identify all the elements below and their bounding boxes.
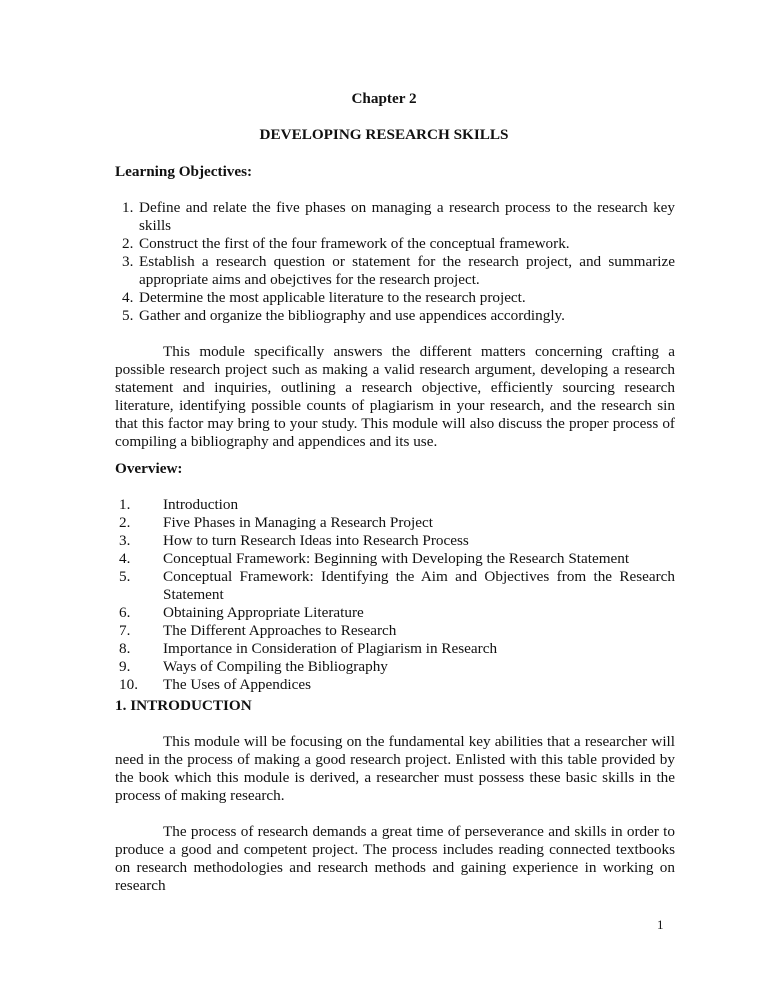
overview-item: 1. Introduction xyxy=(119,496,239,513)
intro-paragraph: This module specifically answers the different matters concerning crafting a possible research project such as making a valid research argument, developing a research statement and inquiries, outlining a research objective, efficiently sourcing research literature, identifying possible counts of plagiarism in your research, and the research sin that this factor may bring to your study. This module will also discuss the proper process of compiling a bibliography and appendices and its use. xyxy=(115,343,675,450)
objective-item: 3. Establish a research question or statement for the research project, and summarize appropriate aims and obejctives for the research project. xyxy=(122,253,675,288)
learning-objectives-list xyxy=(115,199,675,325)
overview-item: 6. Obtaining Appropriate Literature xyxy=(119,604,364,621)
objective-item: 4. Determine the most applicable literature to the research project. xyxy=(122,289,526,306)
overview-item: 5. Conceptual Framework: Identifying the Aim and Objectives from the Research Statement xyxy=(119,568,675,603)
objective-item: 5. Gather and organize the bibliography and use appendices accordingly. xyxy=(122,307,565,324)
section-introduction-paragraph-1: This module will be focusing on the fundamental key abilities that a researcher will need in the process of making a good research project. Enlisted with this table provided by the book which this module is derived, a researcher must possess these basic skills in the process of making research. xyxy=(115,733,675,804)
overview-item: 4. Conceptual Framework: Beginning with Developing the Research Statement xyxy=(119,550,630,567)
section-introduction-paragraph-2: The process of research demands a great time of perseverance and skills in order to produce a good and competent project. The process includes reading connected textbooks on research methodologies and research methods and gaining experience in working on research xyxy=(115,823,675,894)
learning-objectives-heading: Learning Objectives: xyxy=(115,163,253,180)
overview-item: 9. Ways of Compiling the Bibliography xyxy=(119,658,388,675)
section-introduction-heading: 1. INTRODUCTION xyxy=(115,697,252,714)
overview-heading: Overview: xyxy=(115,460,183,477)
objective-item: 1. Define and relate the five phases on managing a research process to the research key skills xyxy=(122,199,675,234)
overview-item: 8. Importance in Consideration of Plagiarism in Research xyxy=(119,640,498,657)
chapter-label: Chapter 2 xyxy=(351,90,417,107)
page-number: 1 xyxy=(657,917,664,932)
overview-list xyxy=(115,496,675,694)
overview-item: 7. The Different Approaches to Research xyxy=(119,622,397,639)
overview-item: 3. How to turn Research Ideas into Research Process xyxy=(119,532,469,549)
overview-item: 2. Five Phases in Managing a Research Project xyxy=(119,514,433,531)
objective-item: 2. Construct the first of the four framework of the conceptual framework. xyxy=(122,235,570,252)
chapter-title: DEVELOPING RESEARCH SKILLS xyxy=(259,126,509,143)
overview-item: 10. The Uses of Appendices xyxy=(119,676,312,693)
